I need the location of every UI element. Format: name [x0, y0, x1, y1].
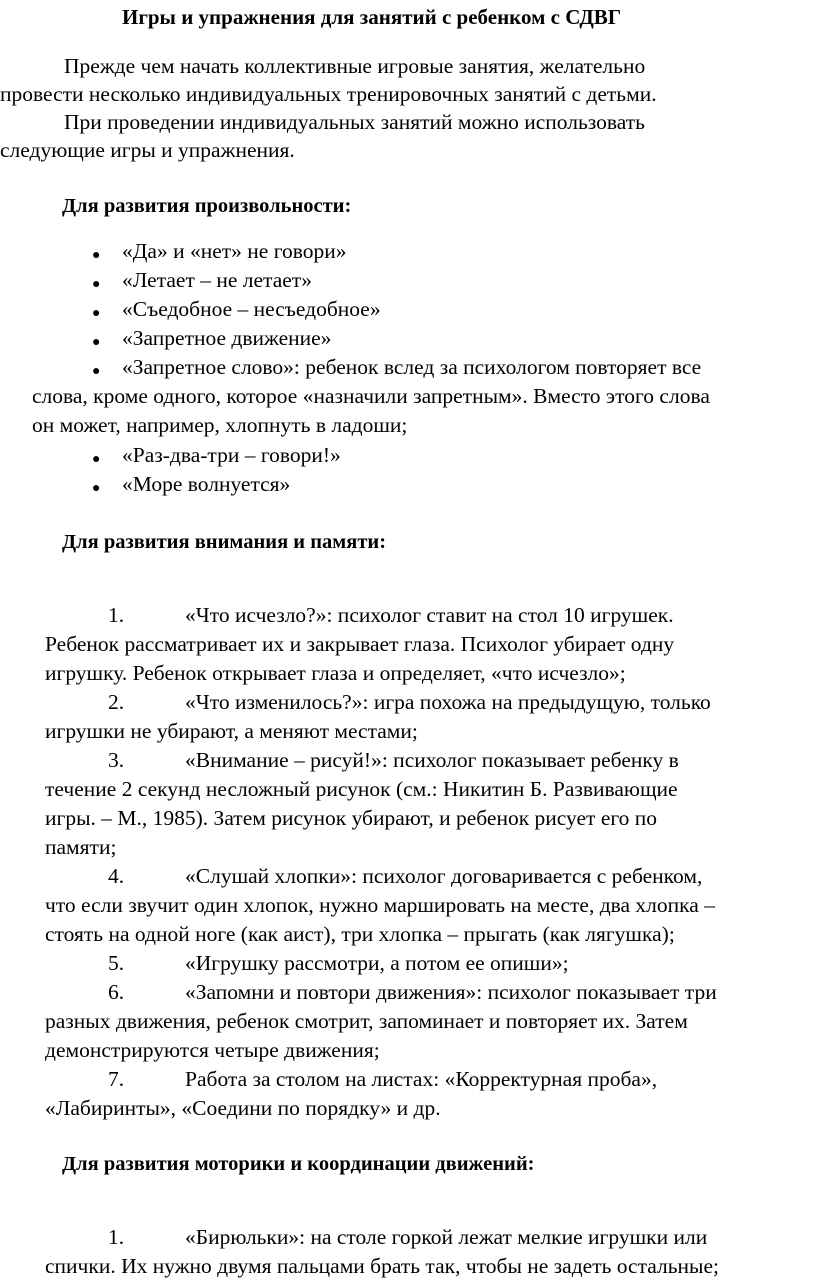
intro-line: Прежде чем начать коллективные игровые занятия, желательно [64, 54, 646, 78]
numbered-item: «Внимание – рисуй!»: психолог показывает ребенку в [185, 748, 679, 772]
numbered-item-continuation: разных движения, ребенок смотрит, запоминает и повторяет их. Затем [45, 1009, 688, 1033]
item-number: 5. [108, 951, 125, 975]
item-number: 3. [108, 748, 125, 772]
list-item: «Раз-два-три – говори!» [122, 443, 341, 467]
bullet-dot-icon: ● [92, 481, 101, 496]
item-number: 6. [108, 980, 125, 1004]
bullet-dot-icon: ● [92, 248, 101, 263]
numbered-item-continuation: что если звучит один хлопок, нужно маршировать на месте, два хлопка – [45, 893, 715, 917]
numbered-item: «Запомни и повтори движения»: психолог показывает три [185, 980, 717, 1004]
bullet-dot-icon: ● [92, 335, 101, 350]
bullet-dot-icon: ● [92, 277, 101, 292]
numbered-item-continuation: «Лабиринты», «Соедини по порядку» и др. [45, 1096, 441, 1120]
numbered-item-continuation: демонстрируются четыре движения; [45, 1038, 380, 1062]
numbered-item-continuation: памяти; [45, 835, 117, 859]
numbered-item: «Игрушку рассмотри, а потом ее опиши»; [185, 951, 569, 975]
list-item: «Да» и «нет» не говори» [122, 239, 347, 263]
numbered-item: «Бирюльки»: на столе горкой лежат мелкие игрушки или [185, 1225, 708, 1249]
section-heading: Для развития внимания и памяти: [62, 531, 387, 553]
list-item-continuation: слова, кроме одного, которое «назначили запретным». Вместо этого слова [32, 384, 710, 408]
list-item: «Съедобное – несъедобное» [122, 297, 381, 321]
bullet-dot-icon: ● [92, 452, 101, 467]
list-item: «Летает – не летает» [122, 268, 312, 292]
bullet-dot-icon: ● [92, 306, 101, 321]
numbered-item-continuation: спички. Их нужно двумя пальцами брать так, чтобы не задеть остальные; [45, 1254, 719, 1278]
document-title: Игры и упражнения для занятий с ребенком с СДВГ [122, 5, 622, 29]
numbered-item: Работа за столом на листах: «Корректурная проба», [185, 1067, 658, 1091]
intro-line: При проведении индивидуальных занятий можно использовать [64, 110, 645, 134]
numbered-item-continuation: игрушку. Ребенок открывает глаза и определяет, «что исчезло»; [45, 661, 626, 685]
numbered-item: «Слушай хлопки»: психолог договаривается с ребенком, [185, 864, 703, 888]
numbered-item-continuation: стоять на одной ноге (как аист), три хлопка – прыгать (как лягушка); [45, 922, 675, 946]
section-heading: Для развития произвольности: [62, 195, 352, 217]
list-item-continuation: он может, например, хлопнуть в ладоши; [32, 413, 408, 437]
numbered-item-continuation: Ребенок рассматривает их и закрывает глаза. Психолог убирает одну [45, 632, 675, 656]
list-item: «Запретное слово»: ребенок вслед за психологом повторяет все [122, 355, 702, 379]
intro-line: следующие игры и упражнения. [0, 138, 295, 162]
numbered-item-continuation: течение 2 секунд несложный рисунок (см.: Никитин Б. Развивающие [45, 777, 678, 801]
numbered-item-continuation: игры. – М., 1985). Затем рисунок убирают, и ребенок рисует его по [45, 806, 658, 830]
item-number: 1. [108, 603, 125, 627]
bullet-dot-icon: ● [92, 364, 101, 379]
intro-line: провести несколько индивидуальных тренировочных занятий с детьми. [0, 82, 657, 106]
list-item: «Море волнуется» [122, 472, 291, 496]
section-heading: Для развития моторики и координации движений: [62, 1153, 535, 1175]
item-number: 2. [108, 690, 125, 714]
item-number: 4. [108, 864, 125, 888]
list-item: «Запретное движение» [122, 326, 332, 350]
item-number: 7. [108, 1067, 125, 1091]
numbered-item-continuation: игрушки не убирают, а меняют местами; [45, 719, 418, 743]
numbered-item: «Что изменилось?»: игра похожа на предыдущую, только [185, 690, 711, 714]
item-number: 1. [108, 1225, 125, 1249]
numbered-item: «Что исчезло?»: психолог ставит на стол 10 игрушек. [185, 603, 674, 627]
